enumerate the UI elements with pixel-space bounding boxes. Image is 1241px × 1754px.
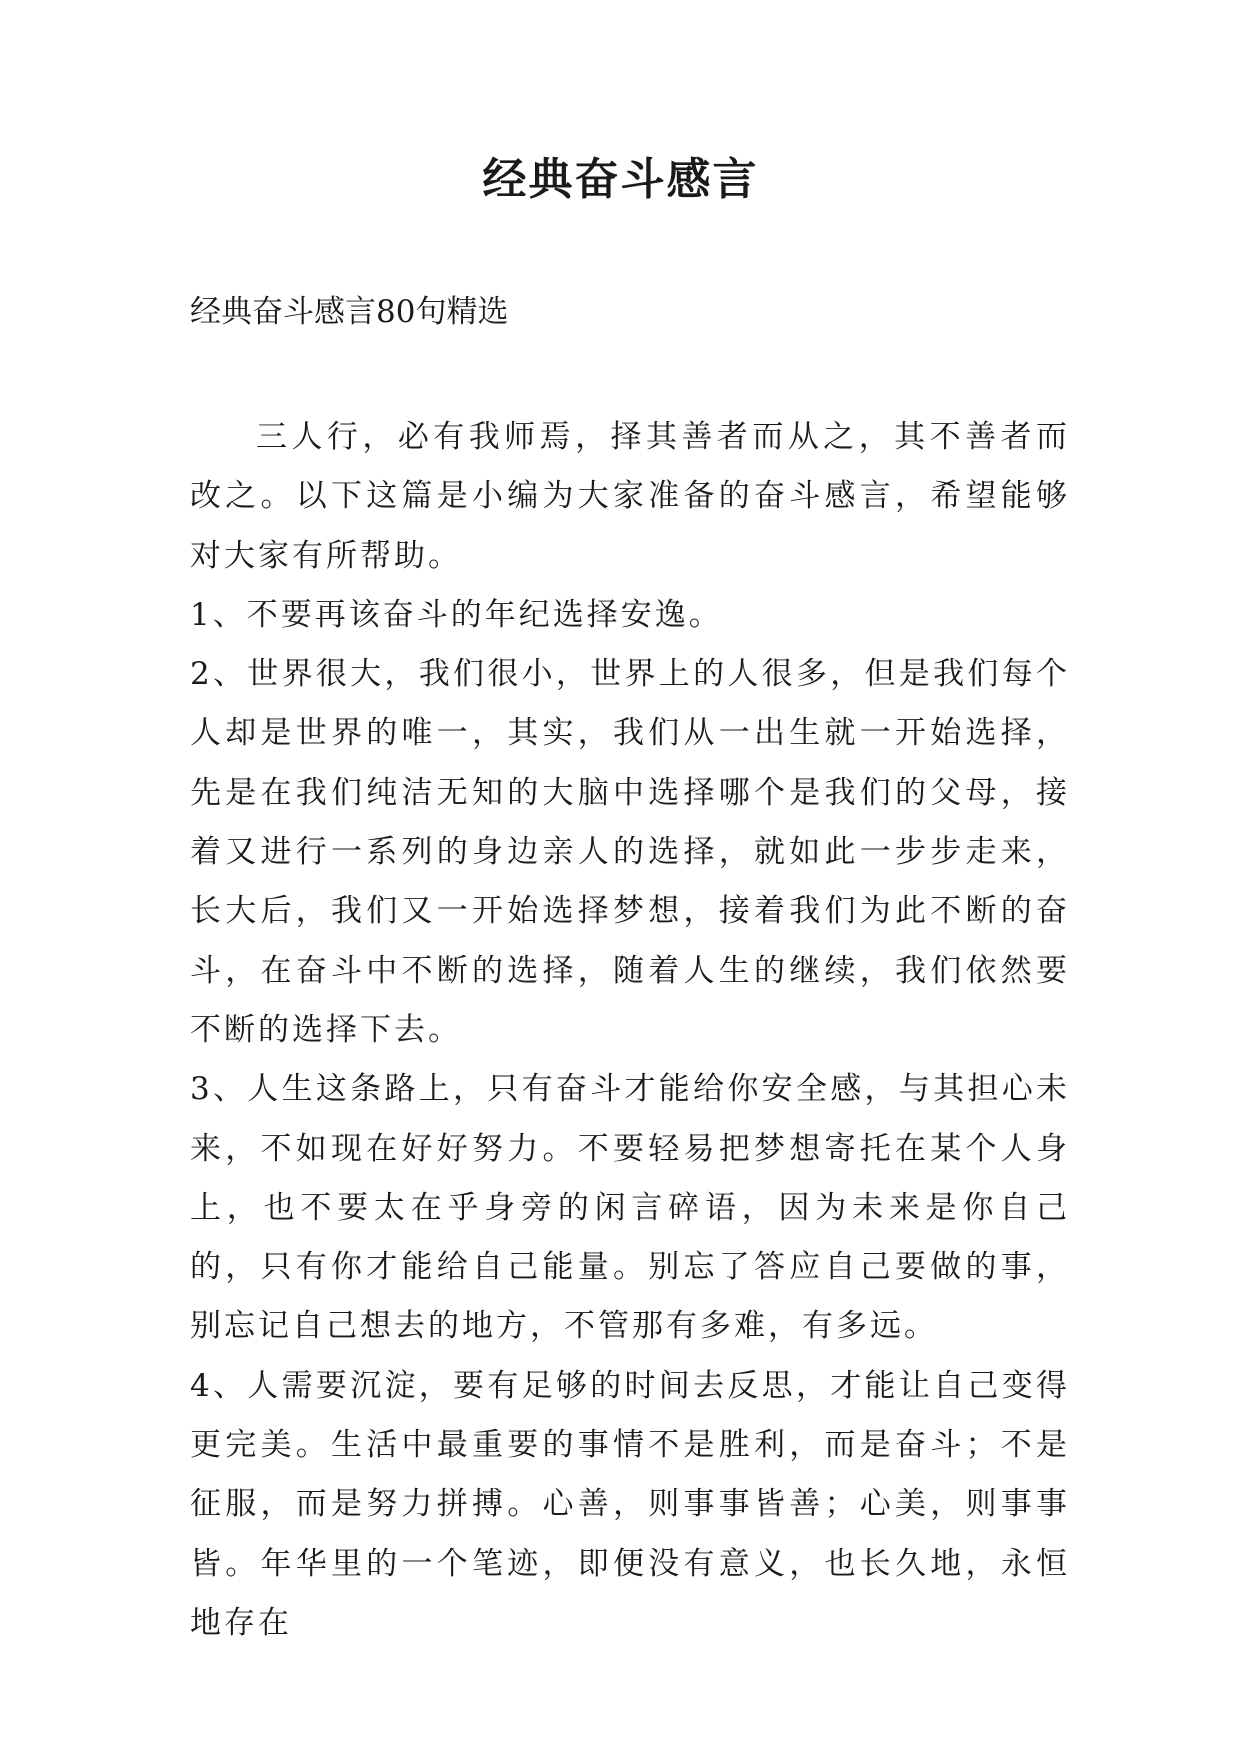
document-subtitle: 经典奋斗感言80句精选 — [190, 294, 509, 330]
list-item: 1、不要再该奋斗的年纪选择安逸。 — [190, 596, 723, 633]
intro-paragraph: 三人行，必有我师焉，择其善者而从之，其不善者而改之。以下这篇是小编为大家准备的奋斗感言，希望能够对大家有所帮助。 — [190, 419, 1070, 574]
document-body — [190, 408, 1070, 1653]
list-item: 2、世界很大，我们很小，世界上的人很多，但是我们每个人却是世界的唯一，其实，我们从一出生就一开始选择，先是在我们纯洁无知的大脑中选择哪个是我们的父母，接着又进行一系列的身边亲人的选择，就如此一步步走来，长大后，我们又一开始选择梦想，接着我们为此不断的奋斗，在奋斗中不断的选择，随着人生的继续，我们依然要不断的选择下去。 — [190, 656, 1070, 1048]
list-item: 3、人生这条路上，只有奋斗才能给你安全感，与其担心未来，不如现在好好努力。不要轻易把梦想寄托在某个人身上，也不要太在乎身旁的闲言碎语，因为未来是你自己的，只有你才能给自己能量。别忘了答应自己要做的事，别忘记自己想去的地方，不管那有多难，有多远。 — [190, 1071, 1070, 1345]
document-title: 经典奋斗感言 — [482, 154, 759, 205]
list-item: 4、人需要沉淀，要有足够的时间去反思，才能让自己变得更完美。生活中最重要的事情不是胜利，而是奋斗；不是征服，而是努力拼搏。心善，则事事皆善；心美，则事事皆。年华里的一个笔迹，即便没有意义，也长久地，永恒地存在 — [190, 1367, 1070, 1641]
